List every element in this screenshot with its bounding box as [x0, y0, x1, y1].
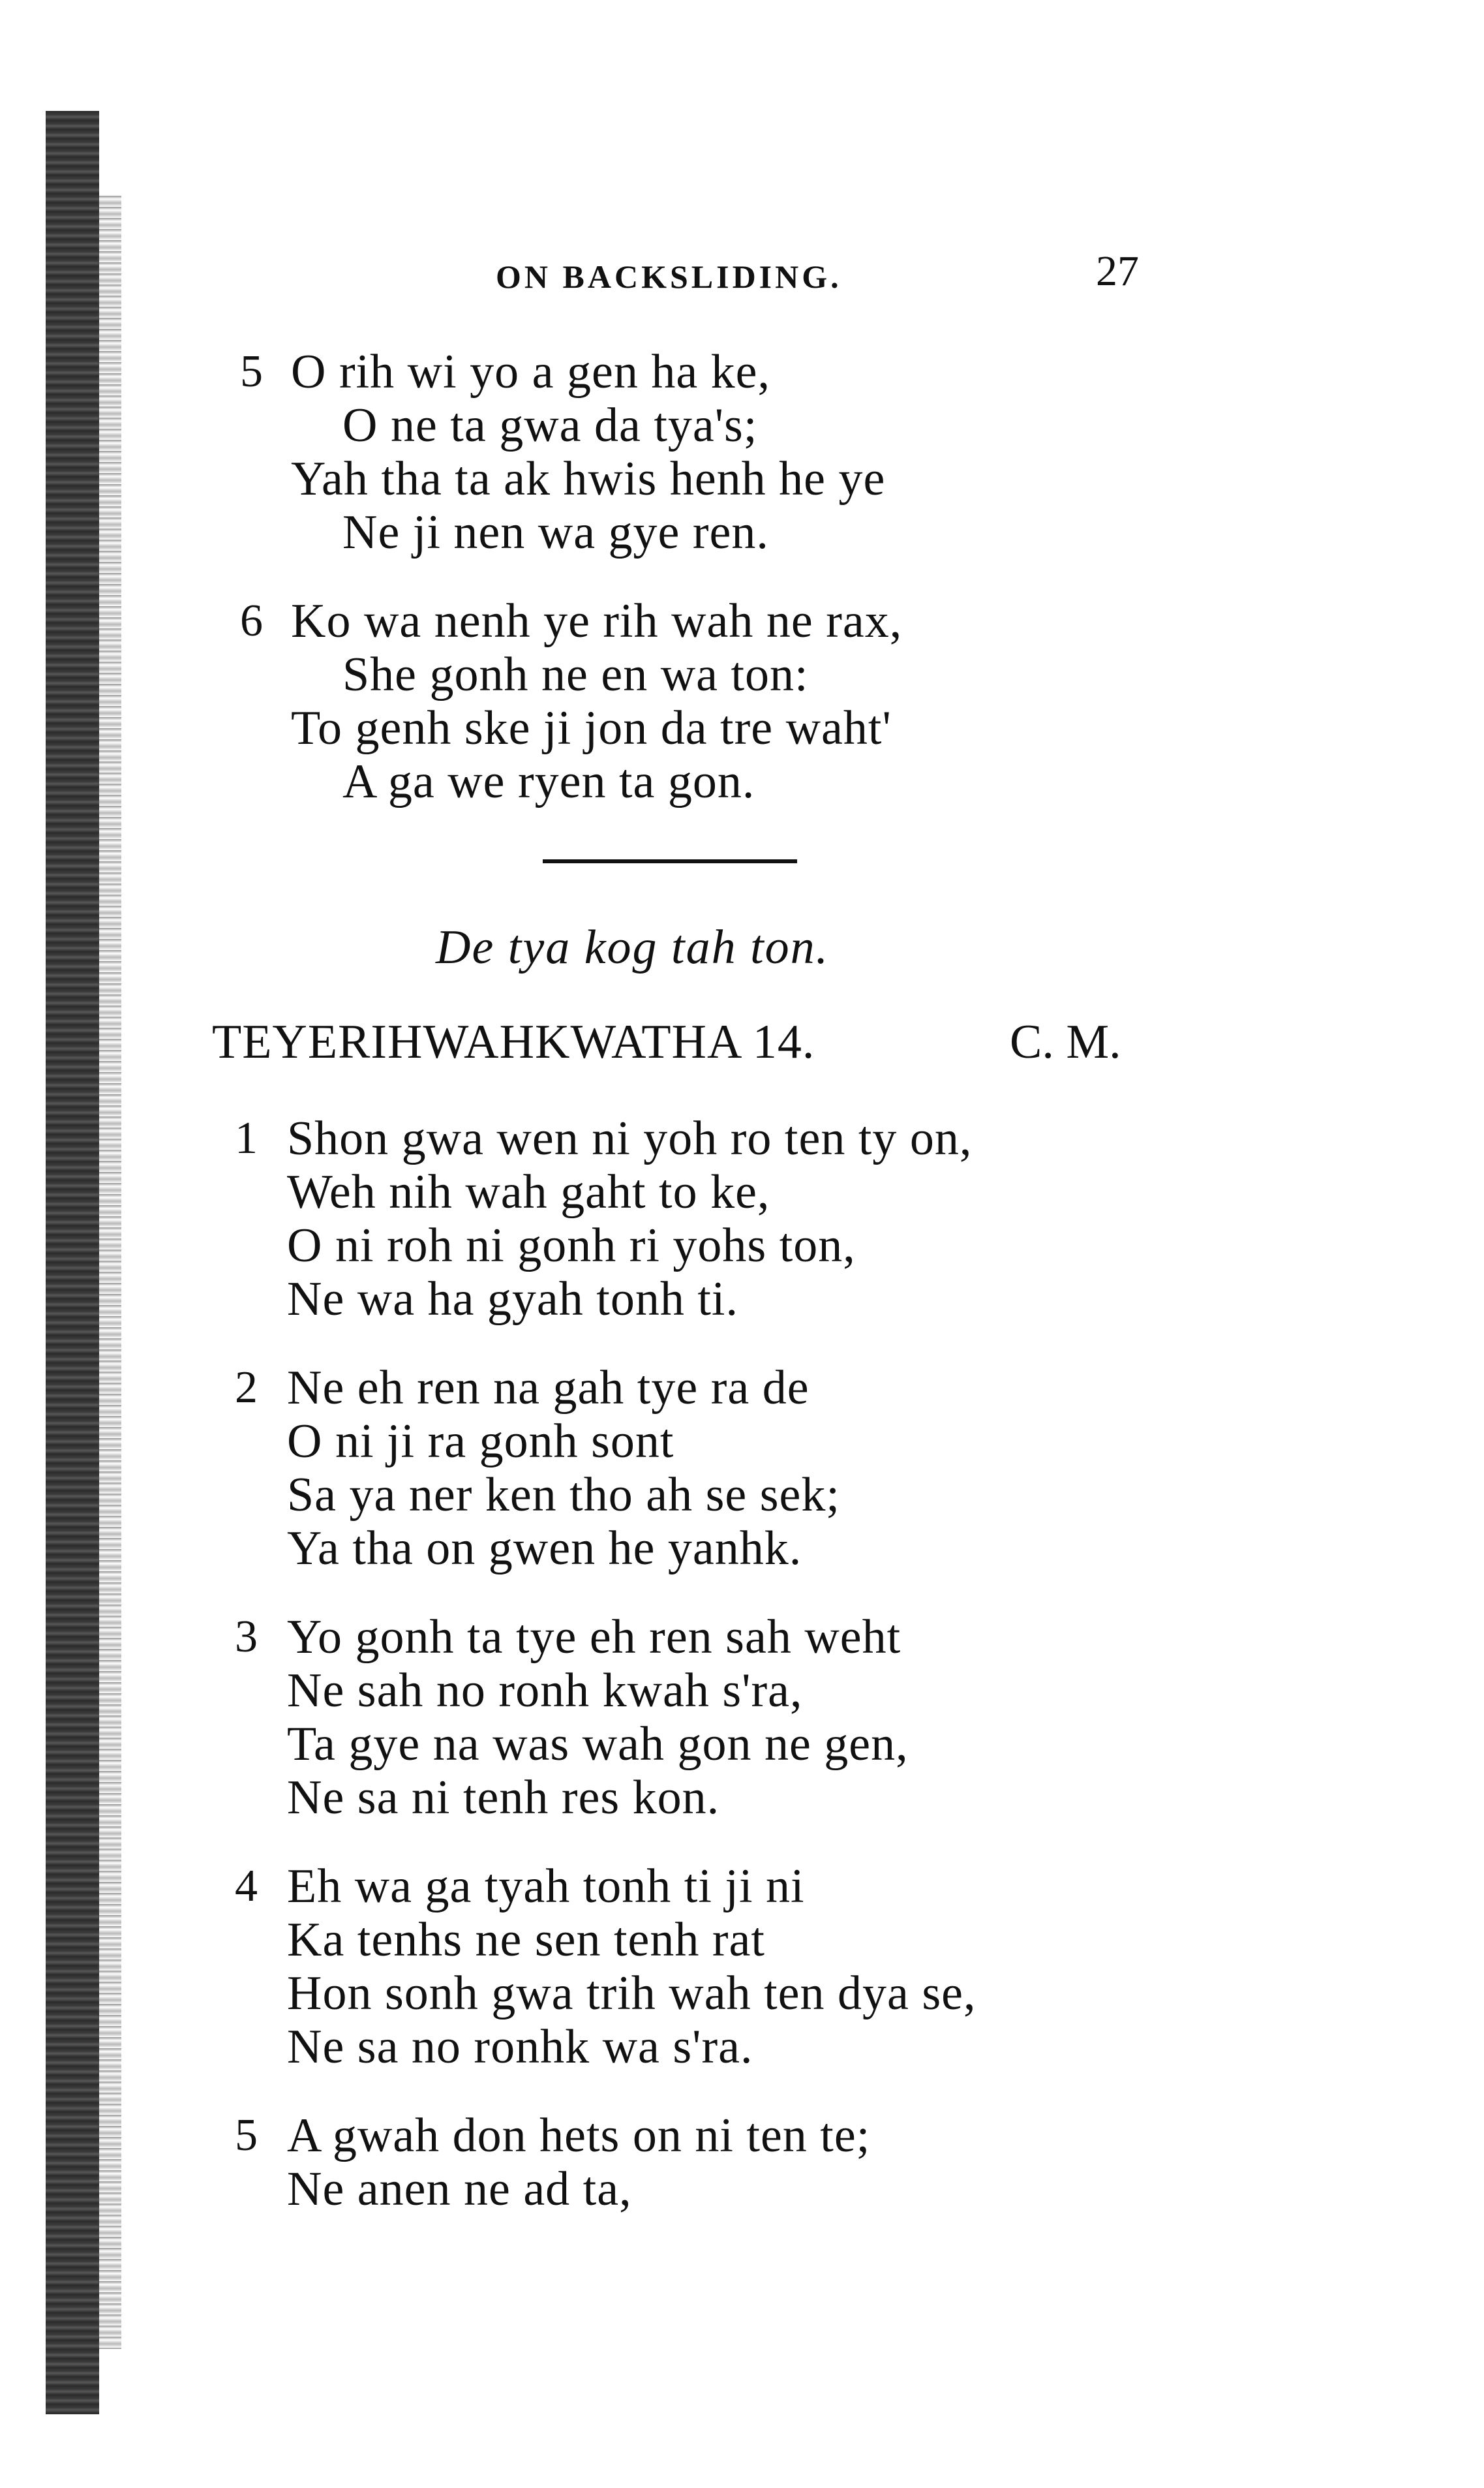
verse-line: She gonh ne en wa ton:: [342, 648, 809, 701]
verse-line: Ne wa ha gyah tonh ti.: [287, 1272, 738, 1326]
verse-line: Shon gwa wen ni yoh ro ten ty on,: [287, 1112, 973, 1165]
verse-line: Ka tenhs ne sen tenh rat: [287, 1913, 765, 1967]
book-binding-strip: [46, 111, 99, 2414]
stanza-number: 5: [240, 346, 264, 397]
stanza-number: 6: [240, 596, 264, 646]
verse-line: Ne ji nen wa gye ren.: [342, 506, 769, 559]
stanza-number: 4: [235, 1861, 258, 1911]
verse-line: Sa ya ner ken tho ah se sek;: [287, 1468, 840, 1522]
verse-line: A gwah don hets on ni ten te;: [287, 2109, 871, 2162]
verse-line: Yo gonh ta tye eh ren sah weht: [287, 1610, 901, 1664]
hymn-title: TEYERIHWAHKWATHA 14.: [212, 1015, 815, 1069]
verse-line: Ne anen ne ad ta,: [287, 2162, 632, 2216]
hymn-meter: C. M.: [1010, 1015, 1121, 1069]
verse-line: Ta gye na was wah gon ne gen,: [287, 1717, 909, 1771]
verse-line: Ya tha on gwen he yanhk.: [287, 1522, 802, 1575]
stanza-number: 3: [235, 1612, 258, 1662]
verse-line: O ne ta gwa da tya's;: [342, 399, 758, 452]
verse-line: Yah tha ta ak hwis henh he ye: [291, 452, 886, 506]
verse-line: Ko wa nenh ye rih wah ne rax,: [291, 594, 903, 648]
section-divider: [543, 859, 797, 863]
running-head: ON BACKSLIDING.: [496, 258, 842, 295]
verse-line: Weh nih wah gaht to ke,: [287, 1165, 770, 1219]
stanza-number: 2: [235, 1362, 258, 1413]
verse-line: Ne sa ni tenh res kon.: [287, 1771, 720, 1824]
binding-shadow: [98, 196, 121, 2349]
hymn-subtitle: De tya kog tah ton.: [436, 921, 830, 974]
verse-line: Ne sa no ronhk wa s'ra.: [287, 2020, 753, 2074]
verse-line: A ga we ryen ta gon.: [342, 755, 755, 808]
verse-line: Ne eh ren na gah tye ra de: [287, 1361, 810, 1415]
stanza-number: 1: [235, 1113, 258, 1163]
verse-line: Hon sonh gwa trih wah ten dya se,: [287, 1967, 977, 2020]
verse-line: Eh wa ga tyah tonh ti ji ni: [287, 1860, 805, 1913]
verse-line: To genh ske ji jon da tre waht': [291, 701, 892, 755]
verse-line: O rih wi yo a gen ha ke,: [291, 345, 771, 399]
stanza-number: 5: [235, 2110, 258, 2160]
verse-line: Ne sah no ronh kwah s'ra,: [287, 1664, 803, 1717]
page-number: 27: [1096, 247, 1139, 295]
verse-line: O ni ji ra gonh sont: [287, 1415, 674, 1468]
verse-line: O ni roh ni gonh ri yohs ton,: [287, 1219, 856, 1272]
